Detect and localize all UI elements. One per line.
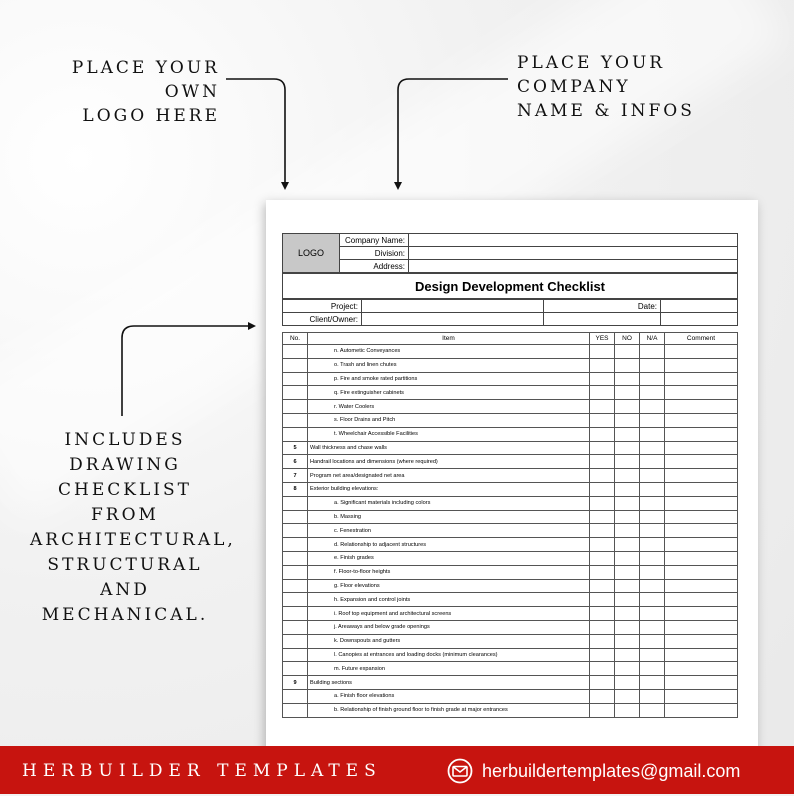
yes-cell[interactable]: [590, 593, 615, 607]
na-cell[interactable]: [640, 358, 665, 372]
table-row: [283, 565, 738, 579]
row-item: d. Relationship to adjacent structures: [308, 538, 590, 552]
row-item: j. Areaways and below grade openings: [308, 620, 590, 634]
row-number: [283, 607, 308, 621]
comment-cell[interactable]: [665, 551, 738, 565]
no-cell[interactable]: [615, 427, 640, 441]
no-cell[interactable]: [615, 496, 640, 510]
table-row: [283, 358, 738, 372]
row-number: [283, 427, 308, 441]
header-na: N/A: [640, 333, 665, 345]
na-cell[interactable]: [640, 413, 665, 427]
comment-cell[interactable]: [665, 524, 738, 538]
row-item: Building sections: [308, 676, 590, 690]
header-no-col: NO: [615, 333, 640, 345]
row-item: g. Floor elevations: [308, 579, 590, 593]
comment-cell[interactable]: [665, 441, 738, 455]
table-row: [283, 441, 738, 455]
comment-cell[interactable]: [665, 676, 738, 690]
row-item: Wall thickness and chase walls: [308, 441, 590, 455]
na-cell[interactable]: [640, 538, 665, 552]
na-cell[interactable]: [640, 565, 665, 579]
yes-cell[interactable]: [590, 524, 615, 538]
table-row: [283, 386, 738, 400]
yes-cell[interactable]: [590, 400, 615, 414]
no-cell[interactable]: [615, 579, 640, 593]
yes-cell[interactable]: [590, 662, 615, 676]
yes-cell[interactable]: [590, 427, 615, 441]
comment-cell[interactable]: [665, 648, 738, 662]
row-item: c. Fenestration: [308, 524, 590, 538]
no-cell[interactable]: [615, 400, 640, 414]
row-number: [283, 703, 308, 717]
comment-cell[interactable]: [665, 593, 738, 607]
row-number: [283, 386, 308, 400]
header-yes: YES: [590, 333, 615, 345]
table-row: [283, 455, 738, 469]
row-item: m. Future expansion: [308, 662, 590, 676]
na-cell[interactable]: [640, 551, 665, 565]
address-label: Address:: [340, 260, 409, 273]
row-item: r. Water Coolers: [308, 400, 590, 414]
table-row: [283, 427, 738, 441]
callout-includes-line: DRAWING: [69, 455, 181, 475]
row-number: [283, 496, 308, 510]
table-row: [283, 510, 738, 524]
comment-cell[interactable]: [665, 482, 738, 496]
comment-cell[interactable]: [665, 565, 738, 579]
client-label: Client/Owner:: [283, 313, 362, 326]
no-cell[interactable]: [615, 538, 640, 552]
row-item: Exterior building elevations:: [308, 482, 590, 496]
no-cell[interactable]: [615, 510, 640, 524]
footer-bar: [0, 746, 794, 794]
client-field[interactable]: [362, 313, 544, 326]
yes-cell[interactable]: [590, 455, 615, 469]
comment-cell[interactable]: [665, 386, 738, 400]
no-cell[interactable]: [615, 345, 640, 359]
na-cell[interactable]: [640, 386, 665, 400]
comment-cell[interactable]: [665, 345, 738, 359]
checklist-table: [282, 332, 738, 718]
date-label: Date:: [544, 300, 661, 313]
row-item: n. Autometic Conveyances: [308, 345, 590, 359]
na-cell[interactable]: [640, 427, 665, 441]
row-number: [283, 358, 308, 372]
table-row: [283, 593, 738, 607]
yes-cell[interactable]: [590, 620, 615, 634]
na-cell[interactable]: [640, 524, 665, 538]
table-row: [283, 400, 738, 414]
division-field[interactable]: [409, 247, 738, 260]
callout-includes-line: CHECKLIST FROM: [58, 480, 192, 525]
callout-logo-line: PLACE YOUR OWN: [71, 58, 220, 102]
callout-includes-line: INCLUDES: [64, 430, 186, 450]
callout-includes-line: ARCHITECTURAL,: [30, 530, 236, 550]
row-number: [283, 510, 308, 524]
comment-cell[interactable]: [665, 372, 738, 386]
comment-cell[interactable]: [665, 455, 738, 469]
row-number: 6: [283, 455, 308, 469]
row-item: b. Relationship of finish ground floor to finish grade at major entrances: [308, 703, 590, 717]
yes-cell[interactable]: [590, 510, 615, 524]
row-number: 5: [283, 441, 308, 455]
na-cell[interactable]: [640, 579, 665, 593]
row-number: [283, 400, 308, 414]
client-spacer: [661, 313, 738, 326]
callout-company-line: NAME & INFOS: [517, 101, 695, 121]
yes-cell[interactable]: [590, 538, 615, 552]
na-cell[interactable]: [640, 593, 665, 607]
yes-cell[interactable]: [590, 441, 615, 455]
row-number: [283, 689, 308, 703]
row-number: [283, 620, 308, 634]
date-field[interactable]: [661, 300, 738, 313]
na-cell[interactable]: [640, 372, 665, 386]
company-name-field[interactable]: [409, 234, 738, 247]
row-item: l. Canopies at entrances and loading docks (minimum clearances): [308, 648, 590, 662]
yes-cell[interactable]: [590, 469, 615, 483]
row-number: [283, 593, 308, 607]
project-field[interactable]: [362, 300, 544, 313]
includes-arrow-line: [122, 326, 248, 416]
project-label: Project:: [283, 300, 362, 313]
table-row: [283, 648, 738, 662]
contact-email[interactable]: herbuildertemplates@gmail.com: [482, 761, 741, 781]
na-cell[interactable]: [640, 648, 665, 662]
table-row: [283, 345, 738, 359]
row-number: [283, 662, 308, 676]
no-cell[interactable]: [615, 676, 640, 690]
yes-cell[interactable]: [590, 496, 615, 510]
na-cell[interactable]: [640, 482, 665, 496]
comment-cell[interactable]: [665, 510, 738, 524]
table-row: [283, 413, 738, 427]
yes-cell[interactable]: [590, 551, 615, 565]
no-cell[interactable]: [615, 372, 640, 386]
no-cell[interactable]: [615, 524, 640, 538]
comment-cell[interactable]: [665, 469, 738, 483]
no-cell[interactable]: [615, 593, 640, 607]
table-row: [283, 634, 738, 648]
row-item: k. Downspouts and gutters: [308, 634, 590, 648]
row-number: [283, 413, 308, 427]
comment-cell[interactable]: [665, 413, 738, 427]
row-item: a. Finish floor elevations: [308, 689, 590, 703]
no-cell[interactable]: [615, 469, 640, 483]
no-cell[interactable]: [615, 620, 640, 634]
no-cell[interactable]: [615, 607, 640, 621]
table-row: [283, 538, 738, 552]
yes-cell[interactable]: [590, 689, 615, 703]
no-cell[interactable]: [615, 386, 640, 400]
yes-cell[interactable]: [590, 358, 615, 372]
division-label: Division:: [340, 247, 409, 260]
table-row: [283, 662, 738, 676]
row-number: [283, 579, 308, 593]
row-item: o. Trash and linen chutes: [308, 358, 590, 372]
table-row: [283, 469, 738, 483]
no-cell[interactable]: [615, 689, 640, 703]
row-item: Handrail locations and dimensions (where required): [308, 455, 590, 469]
na-cell[interactable]: [640, 620, 665, 634]
checklist-rows: [283, 345, 738, 718]
na-cell[interactable]: [640, 441, 665, 455]
row-item: Program net area/designated net area: [308, 469, 590, 483]
company-name-label: Company Name:: [340, 234, 409, 247]
callout-logo-line: LOGO HERE: [82, 106, 220, 126]
na-cell[interactable]: [640, 662, 665, 676]
company-header-table: [282, 233, 738, 273]
yes-cell[interactable]: [590, 345, 615, 359]
yes-cell[interactable]: [590, 648, 615, 662]
row-item: b. Massing: [308, 510, 590, 524]
logo-placeholder: LOGO: [283, 234, 340, 273]
na-cell[interactable]: [640, 607, 665, 621]
checklist-sheet: [266, 200, 758, 760]
no-cell[interactable]: [615, 551, 640, 565]
comment-cell[interactable]: [665, 689, 738, 703]
comment-cell[interactable]: [665, 427, 738, 441]
row-item: t. Wheelchair Accessible Facilities: [308, 427, 590, 441]
no-cell[interactable]: [615, 441, 640, 455]
no-cell[interactable]: [615, 565, 640, 579]
row-item: p. Fire and smoke rated partitions: [308, 372, 590, 386]
comment-cell[interactable]: [665, 400, 738, 414]
row-item: i. Roof top equipment and architectural screens: [308, 607, 590, 621]
yes-cell[interactable]: [590, 413, 615, 427]
company-arrow-head: [394, 182, 402, 190]
header-item: Item: [308, 333, 590, 345]
callout-includes-line: MECHANICAL.: [41, 605, 209, 625]
comment-cell[interactable]: [665, 579, 738, 593]
comment-cell[interactable]: [665, 634, 738, 648]
row-number: [283, 524, 308, 538]
row-item: f. Floor-to-floor heights: [308, 565, 590, 579]
na-cell[interactable]: [640, 469, 665, 483]
no-cell[interactable]: [615, 662, 640, 676]
row-number: [283, 634, 308, 648]
comment-cell[interactable]: [665, 703, 738, 717]
table-row: [283, 620, 738, 634]
row-item: a. Significant materials including colors: [308, 496, 590, 510]
na-cell[interactable]: [640, 345, 665, 359]
row-item: h. Expansion and control joints: [308, 593, 590, 607]
row-number: [283, 551, 308, 565]
row-item: q. Fire extinguisher cabinets: [308, 386, 590, 400]
no-cell[interactable]: [615, 358, 640, 372]
includes-arrow-head: [248, 322, 256, 330]
row-number: [283, 372, 308, 386]
checklist-title: Design Development Checklist: [282, 273, 738, 299]
table-row: [283, 496, 738, 510]
no-cell[interactable]: [615, 634, 640, 648]
row-number: [283, 565, 308, 579]
callout-includes-line: STRUCTURAL AND: [47, 555, 203, 600]
table-row: [283, 551, 738, 565]
row-item: e. Finish grades: [308, 551, 590, 565]
header-no: No.: [283, 333, 308, 345]
yes-cell[interactable]: [590, 386, 615, 400]
comment-cell[interactable]: [665, 538, 738, 552]
row-number: [283, 345, 308, 359]
mail-icon: [446, 758, 474, 784]
table-row: [283, 524, 738, 538]
header-comment: Comment: [665, 333, 738, 345]
table-row: [283, 482, 738, 496]
comment-cell[interactable]: [665, 620, 738, 634]
comment-cell[interactable]: [665, 496, 738, 510]
yes-cell[interactable]: [590, 703, 615, 717]
na-cell[interactable]: [640, 703, 665, 717]
row-number: [283, 648, 308, 662]
project-info-table: [282, 299, 738, 326]
na-cell[interactable]: [640, 496, 665, 510]
logo-arrow-head: [281, 182, 289, 190]
table-row: [283, 607, 738, 621]
yes-cell[interactable]: [590, 634, 615, 648]
yes-cell[interactable]: [590, 607, 615, 621]
no-cell[interactable]: [615, 482, 640, 496]
yes-cell[interactable]: [590, 565, 615, 579]
table-row: [283, 676, 738, 690]
na-cell[interactable]: [640, 510, 665, 524]
brand-name: HERBUILDER TEMPLATES: [22, 761, 382, 781]
yes-cell[interactable]: [590, 579, 615, 593]
yes-cell[interactable]: [590, 676, 615, 690]
company-arrow-line: [398, 79, 508, 182]
logo-arrow-line: [226, 79, 285, 182]
client-spacer: [544, 313, 661, 326]
table-row: [283, 689, 738, 703]
no-cell[interactable]: [615, 413, 640, 427]
comment-cell[interactable]: [665, 662, 738, 676]
yes-cell[interactable]: [590, 482, 615, 496]
na-cell[interactable]: [640, 400, 665, 414]
na-cell[interactable]: [640, 634, 665, 648]
no-cell[interactable]: [615, 455, 640, 469]
table-row: [283, 579, 738, 593]
na-cell[interactable]: [640, 676, 665, 690]
row-number: 9: [283, 676, 308, 690]
table-row: [283, 372, 738, 386]
callout-company-line: PLACE YOUR COMPANY: [517, 53, 666, 97]
row-number: 8: [283, 482, 308, 496]
no-cell[interactable]: [615, 703, 640, 717]
yes-cell[interactable]: [590, 372, 615, 386]
na-cell[interactable]: [640, 689, 665, 703]
no-cell[interactable]: [615, 648, 640, 662]
comment-cell[interactable]: [665, 358, 738, 372]
row-number: [283, 538, 308, 552]
comment-cell[interactable]: [665, 607, 738, 621]
table-row: [283, 703, 738, 717]
row-number: 7: [283, 469, 308, 483]
na-cell[interactable]: [640, 455, 665, 469]
row-item: s. Floor Drains and Pitch: [308, 413, 590, 427]
address-field[interactable]: [409, 260, 738, 273]
